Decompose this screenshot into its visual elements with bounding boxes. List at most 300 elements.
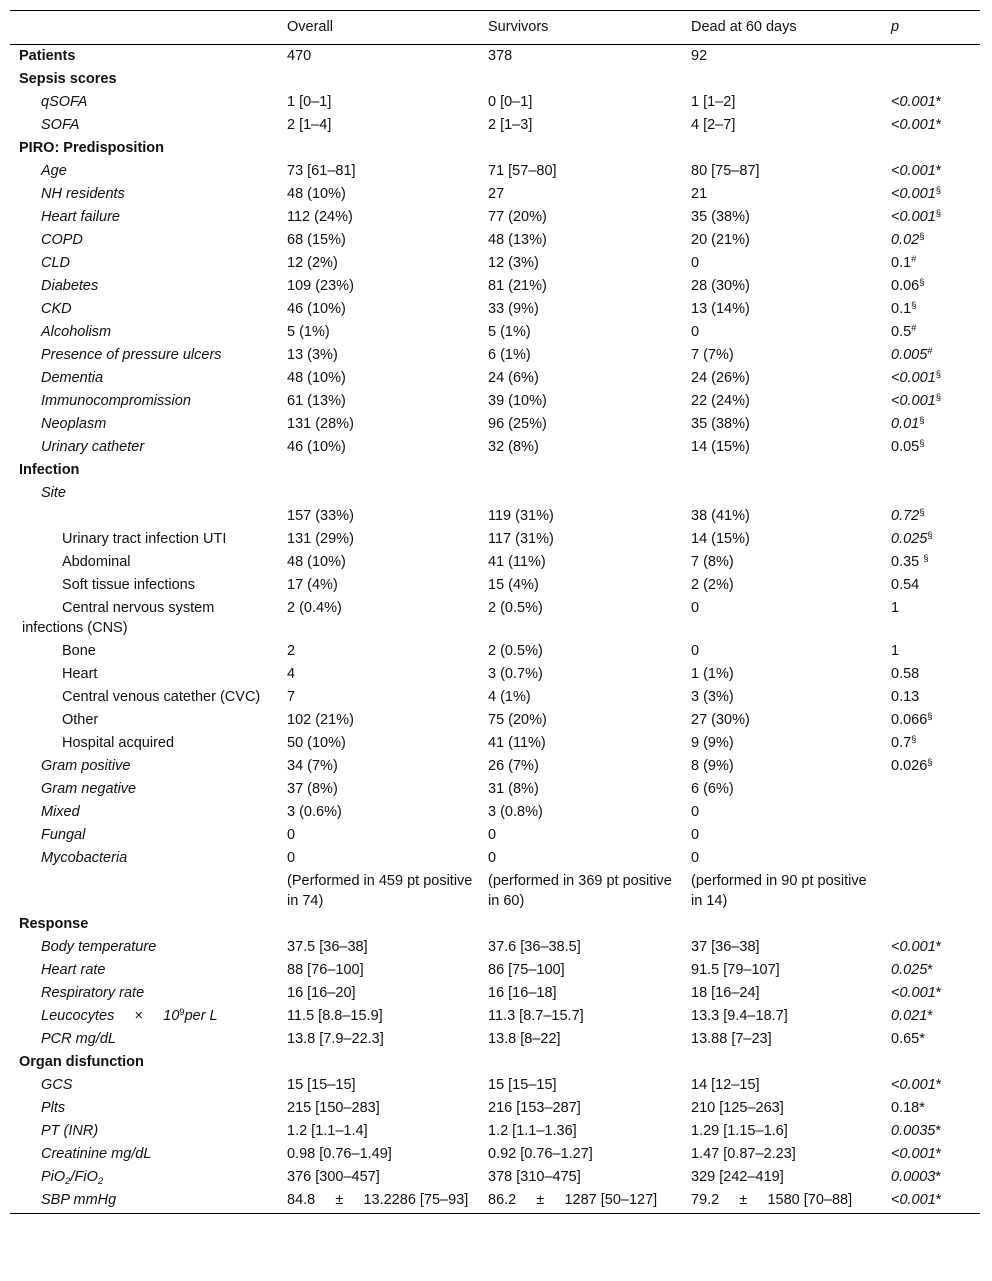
row-label: Mycobacteria <box>41 850 128 866</box>
p-number: <0.001 <box>891 1077 936 1093</box>
dead-value: 92 <box>691 48 708 64</box>
p-value <box>882 778 980 801</box>
p-footnote-mark: # <box>911 254 917 265</box>
dead-value: 0 <box>691 804 700 820</box>
overall-value: 1 [0–1] <box>287 94 332 110</box>
survivors-value: 13.8 [8–22] <box>488 1031 561 1047</box>
p-footnote-mark: § <box>935 369 942 380</box>
survivors-value: 12 (3%) <box>488 255 539 271</box>
row-label: Fungal <box>41 827 86 843</box>
table-row <box>10 1074 980 1097</box>
section-row <box>10 45 980 69</box>
section-row <box>10 913 980 936</box>
p-footnote-mark: § <box>935 185 942 196</box>
table-row <box>10 936 980 959</box>
overall-value: 46 (10%) <box>287 439 346 455</box>
p-value <box>882 574 980 597</box>
p-value <box>882 847 980 870</box>
overall-value: 5 (1%) <box>287 324 330 340</box>
data-table <box>10 10 980 1214</box>
p-value <box>882 367 980 390</box>
p-marker: * <box>935 1077 942 1093</box>
table-row <box>10 551 980 574</box>
table-row <box>10 413 980 436</box>
p-value <box>882 1051 980 1074</box>
p-value <box>882 1189 980 1214</box>
p-value <box>882 321 980 344</box>
p-footnote-mark: § <box>911 300 917 311</box>
dead-value: 14 (15%) <box>691 439 750 455</box>
p-marker: * <box>927 1008 933 1024</box>
row-label: Dementia <box>41 370 104 386</box>
dead-value: 22 (24%) <box>691 393 750 409</box>
p-value <box>882 640 980 663</box>
p-number: 0.005 <box>891 347 928 363</box>
row-label: Plts <box>41 1100 66 1116</box>
dead-value: 37 [36–38] <box>691 939 760 955</box>
row-label <box>10 870 278 913</box>
dead-value: 0 <box>691 324 700 340</box>
p-value <box>882 1166 980 1189</box>
table-row <box>10 1028 980 1051</box>
p-value <box>882 528 980 551</box>
row-label: Urinary tract infection UTI <box>62 531 227 547</box>
p-number: 1 <box>891 600 900 616</box>
table-row <box>10 160 980 183</box>
table-row <box>10 597 980 640</box>
overall-value: 48 (10%) <box>287 186 346 202</box>
dead-value: 6 (6%) <box>691 781 734 797</box>
times-sign: × <box>114 1008 164 1024</box>
survivors-value: 378 [310–475] <box>488 1169 581 1185</box>
p-value <box>882 413 980 436</box>
dead-value: 24 (26%) <box>691 370 750 386</box>
p-number: 0.066 <box>891 712 928 728</box>
row-label: Central nervous system infections (CNS) <box>22 600 215 636</box>
dead-value: 38 (41%) <box>691 508 750 524</box>
dead-value: 0 <box>691 643 700 659</box>
table-row <box>10 505 980 528</box>
overall-value <box>278 459 479 482</box>
survivors-value: 216 [153–287] <box>488 1100 581 1116</box>
overall-value: 2 (0.4%) <box>287 600 342 616</box>
survivors-value: 5 (1%) <box>488 324 531 340</box>
p-number: 0.1 <box>891 301 912 317</box>
table-row <box>10 778 980 801</box>
dead-value: 210 [125–263] <box>691 1100 784 1116</box>
row-label: Site <box>41 485 66 501</box>
overall-value: 157 (33%) <box>287 508 354 524</box>
dead-value: 27 (30%) <box>691 712 750 728</box>
p-value <box>882 1074 980 1097</box>
section-row <box>10 137 980 160</box>
row-label <box>10 1166 278 1189</box>
survivors-value <box>479 137 682 160</box>
p-value <box>882 755 980 778</box>
p-footnote-mark: § <box>923 553 929 564</box>
p-number: <0.001 <box>891 94 936 110</box>
table-row <box>10 755 980 778</box>
p-value <box>882 597 980 640</box>
table-row <box>10 344 980 367</box>
table-row <box>10 847 980 870</box>
p-number: 1 <box>891 643 900 659</box>
p-number: 0.0035 <box>891 1123 936 1139</box>
overall-value: 12 (2%) <box>287 255 338 271</box>
table-row <box>10 229 980 252</box>
dead-value: 0 <box>691 600 700 616</box>
row-label: Bone <box>62 643 96 659</box>
table-row <box>10 321 980 344</box>
dead-value <box>682 137 882 160</box>
dead-value: 4 [2–7] <box>691 117 736 133</box>
p-value <box>882 824 980 847</box>
overall-value: 376 [300–457] <box>287 1169 380 1185</box>
row-label: SOFA <box>41 117 80 133</box>
row-label: Infection <box>19 462 80 478</box>
dead-value: 80 [75–87] <box>691 163 760 179</box>
survivors-value: 378 <box>488 48 513 64</box>
p-number: 0.0003 <box>891 1169 936 1185</box>
survivors-value: 15 (4%) <box>488 577 539 593</box>
row-label: GCS <box>41 1077 73 1093</box>
survivors-value: 96 (25%) <box>488 416 547 432</box>
table-row <box>10 482 980 505</box>
dead-value: 14 [12–15] <box>691 1077 760 1093</box>
p-number: <0.001 <box>891 209 936 225</box>
row-label: Age <box>41 163 67 179</box>
row-label: Alcoholism <box>41 324 112 340</box>
overall-value: 1.2 [1.1–1.4] <box>287 1123 368 1139</box>
table-row <box>10 686 980 709</box>
p-marker: * <box>935 1192 942 1208</box>
p-value <box>882 913 980 936</box>
table-row <box>10 528 980 551</box>
overall-value: 215 [150–283] <box>287 1100 380 1116</box>
row-label: Gram negative <box>41 781 137 797</box>
p-number: 0.01 <box>891 416 920 432</box>
table-row <box>10 298 980 321</box>
overall-value: 3 (0.6%) <box>287 804 342 820</box>
overall-value: 46 (10%) <box>287 301 346 317</box>
p-value <box>882 183 980 206</box>
table-row <box>10 732 980 755</box>
row-label: Heart rate <box>41 962 106 978</box>
survivors-value: 81 (21%) <box>488 278 547 294</box>
survivors-value: 0.92 [0.76–1.27] <box>488 1146 593 1162</box>
row-label: Mixed <box>41 804 80 820</box>
row-label: Respiratory rate <box>41 985 145 1001</box>
dead-value: 1 [1–2] <box>691 94 736 110</box>
table-row <box>10 1143 980 1166</box>
overall-value <box>278 1051 479 1074</box>
p-number: 0.025 <box>891 531 928 547</box>
header-p: p <box>882 11 980 45</box>
subscript: 2 <box>97 1176 104 1187</box>
survivors-value: 2 (0.5%) <box>488 643 543 659</box>
survivors-value: 33 (9%) <box>488 301 539 317</box>
p-number: 0.54 <box>891 577 920 593</box>
dead-value: 1 (1%) <box>691 666 734 682</box>
survivors-value: 32 (8%) <box>488 439 539 455</box>
dead-value: 329 [242–419] <box>691 1169 784 1185</box>
p-number: <0.001 <box>891 1192 936 1208</box>
overall-value: 15 [15–15] <box>287 1077 356 1093</box>
dead-value <box>682 1051 882 1074</box>
table-row <box>10 367 980 390</box>
p-value <box>882 298 980 321</box>
row-label: Neoplasm <box>41 416 107 432</box>
dead-value: 35 (38%) <box>691 209 750 225</box>
p-marker: * <box>919 1031 925 1047</box>
survivors-value: 15 [15–15] <box>488 1077 557 1093</box>
p-number: 0.1 <box>891 255 912 271</box>
overall-value: 102 (21%) <box>287 712 354 728</box>
dead-value: 14 (15%) <box>691 531 750 547</box>
survivors-value: 119 (31%) <box>488 508 554 524</box>
table-row <box>10 1166 980 1189</box>
row-label: Soft tissue infections <box>62 577 195 593</box>
p-value <box>882 459 980 482</box>
row-label: Response <box>19 916 89 932</box>
overall-value: (Performed in 459 pt positive in 74) <box>287 873 473 909</box>
table-row <box>10 574 980 597</box>
overall-value: 16 [16–20] <box>287 985 356 1001</box>
overall-value: 4 <box>287 666 296 682</box>
row-label: Immunocompromission <box>41 393 191 409</box>
dead-value: 3 (3%) <box>691 689 734 705</box>
overall-value <box>278 913 479 936</box>
survivors-value <box>479 459 682 482</box>
row-label <box>10 1005 278 1028</box>
p-number: <0.001 <box>891 370 936 386</box>
label-part: PiO <box>41 1169 66 1185</box>
row-label: Heart <box>62 666 98 682</box>
overall-value: 37 (8%) <box>287 781 338 797</box>
overall-value: 34 (7%) <box>287 758 338 774</box>
p-footnote-mark: § <box>935 392 942 403</box>
dead-value: 7 (7%) <box>691 347 734 363</box>
p-value <box>882 1097 980 1120</box>
p-footnote-mark: § <box>911 734 917 745</box>
p-footnote-mark: § <box>919 438 925 449</box>
p-number: 0.021 <box>891 1008 928 1024</box>
p-marker: * <box>919 1100 925 1116</box>
p-value <box>882 801 980 824</box>
p-marker: * <box>935 985 942 1001</box>
p-number: <0.001 <box>891 393 936 409</box>
table-row <box>10 1120 980 1143</box>
row-label: PT (INR) <box>41 1123 99 1139</box>
survivors-value: 0 <box>488 850 497 866</box>
subscript: 2 <box>65 1176 71 1187</box>
section-row <box>10 1051 980 1074</box>
header-row <box>10 11 980 45</box>
header-label <box>10 11 278 45</box>
p-number: 0.13 <box>891 689 920 705</box>
p-value <box>882 114 980 137</box>
survivors-value: 6 (1%) <box>488 347 531 363</box>
overall-value: 61 (13%) <box>287 393 346 409</box>
p-value <box>882 206 980 229</box>
p-marker: * <box>927 962 933 978</box>
p-value <box>882 1005 980 1028</box>
table-row <box>10 1005 980 1028</box>
overall-value: 7 <box>287 689 296 705</box>
p-number: 0.72 <box>891 508 920 524</box>
p-number: 0.02 <box>891 232 920 248</box>
p-marker: * <box>935 1169 942 1185</box>
p-marker: * <box>935 1146 942 1162</box>
dead-value: 20 (21%) <box>691 232 750 248</box>
p-number: <0.001 <box>891 117 936 133</box>
overall-value: 17 (4%) <box>287 577 338 593</box>
p-value <box>882 551 980 574</box>
survivors-value: 37.6 [36–38.5] <box>488 939 581 955</box>
p-number: <0.001 <box>891 985 936 1001</box>
overall-value: 48 (10%) <box>287 370 346 386</box>
p-value <box>882 160 980 183</box>
survivors-value: 86 [75–100] <box>488 962 565 978</box>
p-value <box>882 1028 980 1051</box>
dead-value: 21 <box>691 186 708 202</box>
overall-value: 131 (28%) <box>287 416 354 432</box>
exponent: 9 <box>179 1007 185 1018</box>
dead-value: 7 (8%) <box>691 554 734 570</box>
dead-value: 0 <box>691 827 700 843</box>
p-value <box>882 45 980 69</box>
survivors-value <box>479 1051 682 1074</box>
survivors-value: 0 <box>488 827 497 843</box>
row-label: CLD <box>41 255 71 271</box>
p-value <box>882 1120 980 1143</box>
dead-value: 35 (38%) <box>691 416 750 432</box>
p-value <box>882 252 980 275</box>
p-value <box>882 229 980 252</box>
row-label: COPD <box>41 232 83 248</box>
row-label: Gram positive <box>41 758 131 774</box>
overall-value: 109 (23%) <box>287 278 354 294</box>
p-value <box>882 436 980 459</box>
row-label: Hospital acquired <box>62 735 175 751</box>
label-part: Leucocytes <box>41 1008 115 1024</box>
p-value <box>882 505 980 528</box>
p-value <box>882 936 980 959</box>
p-value <box>882 732 980 755</box>
dead-value: 8 (9%) <box>691 758 734 774</box>
survivors-value: 41 (11%) <box>488 735 546 751</box>
p-value <box>882 709 980 732</box>
row-label: SBP mmHg <box>10 1189 278 1214</box>
p-value <box>882 959 980 982</box>
table-row <box>10 275 980 298</box>
overall-value: 73 [61–81] <box>287 163 356 179</box>
table-row <box>10 252 980 275</box>
survivors-value: 2 (0.5%) <box>488 600 543 616</box>
overall-value: 131 (29%) <box>287 531 354 547</box>
overall-value: 0 <box>287 850 296 866</box>
row-label: Heart failure <box>41 209 120 225</box>
row-label: Patients <box>19 48 76 64</box>
p-number: <0.001 <box>891 939 936 955</box>
table-row <box>10 183 980 206</box>
table-row <box>10 709 980 732</box>
p-marker: * <box>935 163 942 179</box>
p-footnote-mark: § <box>919 277 925 288</box>
p-footnote-mark: § <box>927 711 933 722</box>
dead-value <box>682 482 882 505</box>
table-row <box>10 824 980 847</box>
p-value <box>882 1143 980 1166</box>
row-label: Body temperature <box>41 939 157 955</box>
p-number: <0.001 <box>891 163 936 179</box>
table-row <box>10 390 980 413</box>
survivors-value: (performed in 369 pt positive in 60) <box>488 873 672 909</box>
p-value <box>882 91 980 114</box>
survivors-value <box>479 68 682 91</box>
overall-value: 37.5 [36–38] <box>287 939 368 955</box>
survivors-value <box>479 482 682 505</box>
survivors-value: 3 (0.7%) <box>488 666 543 682</box>
survivors-value: 1.2 [1.1–1.36] <box>488 1123 577 1139</box>
row-label: Sepsis scores <box>19 71 117 87</box>
dead-value: 2 (2%) <box>691 577 734 593</box>
dead-value: 18 [16–24] <box>691 985 760 1001</box>
survivors-value: 31 (8%) <box>488 781 539 797</box>
table-row <box>10 870 980 913</box>
dead-value: 13.3 [9.4–18.7] <box>691 1008 788 1024</box>
survivors-value: 41 (11%) <box>488 554 546 570</box>
table-row <box>10 959 980 982</box>
survivors-value: 11.3 [8.7–15.7] <box>488 1008 584 1024</box>
label-part: 10 <box>163 1008 180 1024</box>
survivors-value: 4 (1%) <box>488 689 531 705</box>
dead-value: 13 (14%) <box>691 301 750 317</box>
p-number: 0.18 <box>891 1100 920 1116</box>
table-row <box>10 982 980 1005</box>
survivors-value: 117 (31%) <box>488 531 554 547</box>
dead-value: 91.5 [79–107] <box>691 962 780 978</box>
survivors-value: 75 (20%) <box>488 712 547 728</box>
overall-value: 2 [1–4] <box>287 117 332 133</box>
dead-value <box>682 68 882 91</box>
p-number: <0.001 <box>891 1146 936 1162</box>
dead-value: 1.47 [0.87–2.23] <box>691 1146 796 1162</box>
survivors-value: 48 (13%) <box>488 232 547 248</box>
p-number: 0.05 <box>891 439 920 455</box>
p-value <box>882 68 980 91</box>
survivors-value: 71 [57–80] <box>488 163 557 179</box>
p-value <box>882 275 980 298</box>
overall-value: 48 (10%) <box>287 554 346 570</box>
row-label: NH residents <box>41 186 125 202</box>
row-label <box>10 505 278 528</box>
p-number: 0.7 <box>891 735 912 751</box>
section-row <box>10 459 980 482</box>
p-number: 0.35 <box>891 554 924 570</box>
table-row <box>10 206 980 229</box>
p-number: 0.58 <box>891 666 920 682</box>
table-row <box>10 436 980 459</box>
overall-value: 112 (24%) <box>287 209 353 225</box>
survivors-value: 24 (6%) <box>488 370 539 386</box>
overall-value: 470 <box>287 48 312 64</box>
table-row <box>10 801 980 824</box>
label-part: /FiO <box>70 1169 98 1185</box>
p-value <box>882 390 980 413</box>
overall-value: 50 (10%) <box>287 735 346 751</box>
dead-value: 79.2 ± 1580 [70–88] <box>682 1189 882 1214</box>
